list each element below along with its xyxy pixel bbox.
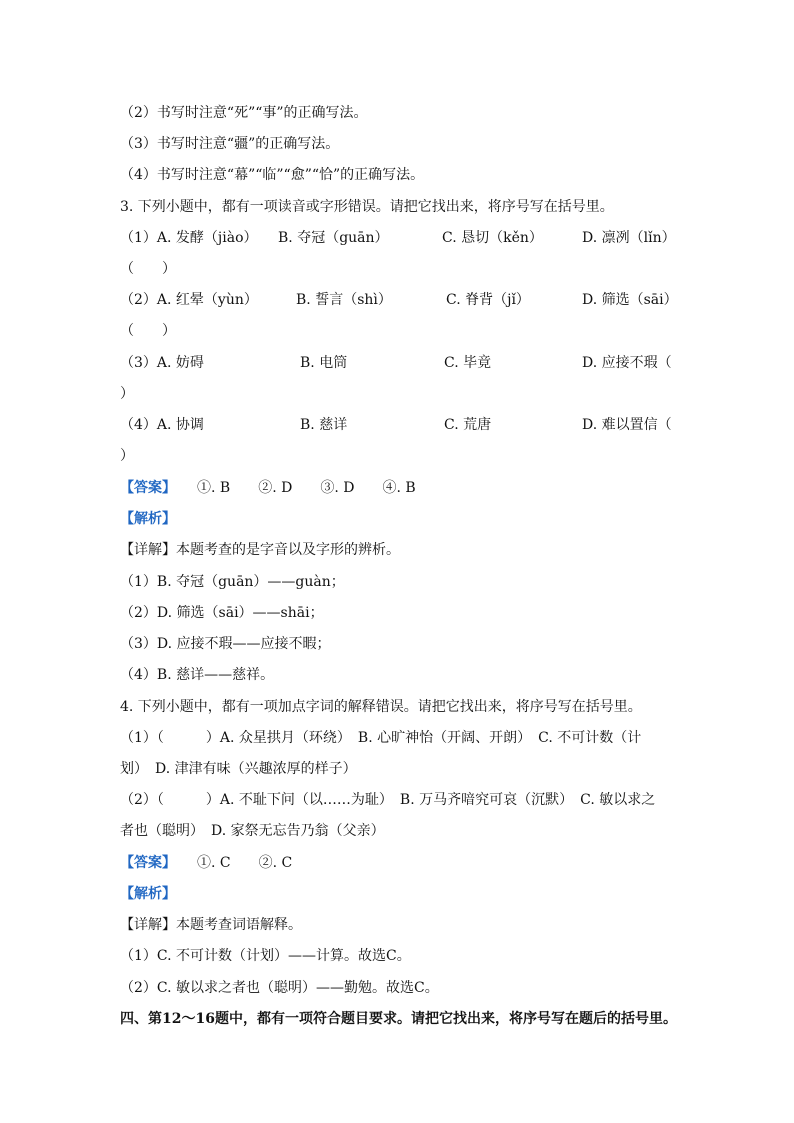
q4-answer: 【答案】 ①. C ②. C [120,855,293,871]
q3-analysis-tag: 【解析】 [120,511,176,527]
q4-detail: 【详解】本题考查词语解释。 [120,917,302,933]
answer-tag: 【答案】 [120,480,169,496]
q3-explain-line: （4）B. 慈详——慈祥。 [120,667,275,683]
q4-line: 划） D. 津津有味（兴趣浓厚的样子） [120,761,357,777]
q3-item-3-paren: ） [120,386,134,402]
answer-tag: 【答案】 [120,855,169,871]
q3-explain-line: （1）B. 夺冠（guān）——guàn； [120,574,345,590]
q3-answer: 【答案】 ①. B ②. D ③. D ④. B [120,480,416,496]
q4-line: （2）（ ）A. 不耻下问（以……为耻） B. 万马齐喑究可哀（沉默） C. 敏以求之 [120,792,656,808]
q3-item-2-paren: （ ） [120,323,176,339]
question-3-title: 3. 下列小题中，都有一项读音或字形错误。请把它找出来，将序号写在括号里。 [120,199,614,215]
q3-item-1-paren: （ ） [120,261,176,277]
q3-explain-line: （3）D. 应接不瑕——应接不暇； [120,636,331,652]
q3-detail: 【详解】本题考查的是字音以及字形的辨析。 [120,542,400,558]
q4-line: （1）（ ）A. 众星拱月（环绕） B. 心旷神怡（开阔、开朗） C. 不可计数（计 [120,730,642,746]
note-line: （3）书写时注意“疆”的正确写法。 [120,136,340,152]
note-line: （2）书写时注意“死”“事”的正确写法。 [120,105,368,121]
question-4-title: 4. 下列小题中，都有一项加点字词的解释错误。请把它找出来，将序号写在括号里。 [120,699,642,715]
section-4-heading: 四、第12～16题中，都有一项符合题目要求。请把它找出来，将序号写在题后的括号里。 [120,1011,677,1027]
note-line: （4）书写时注意“幕”“临”“愈”“恰”的正确写法。 [120,167,425,183]
q4-explain-line: （1）C. 不可计数（计划）——计算。故选C。 [120,948,411,964]
q4-line: 者也（聪明） D. 家祭无忘告乃翁（父亲） [120,823,385,839]
q4-explain-line: （2）C. 敏以求之者也（聪明）——勤勉。故选C。 [120,980,439,996]
q4-analysis-tag: 【解析】 [120,886,176,902]
q3-explain-line: （2）D. 筛选（sāi）——shāi； [120,605,324,621]
q3-item-4-paren: ） [120,448,134,464]
